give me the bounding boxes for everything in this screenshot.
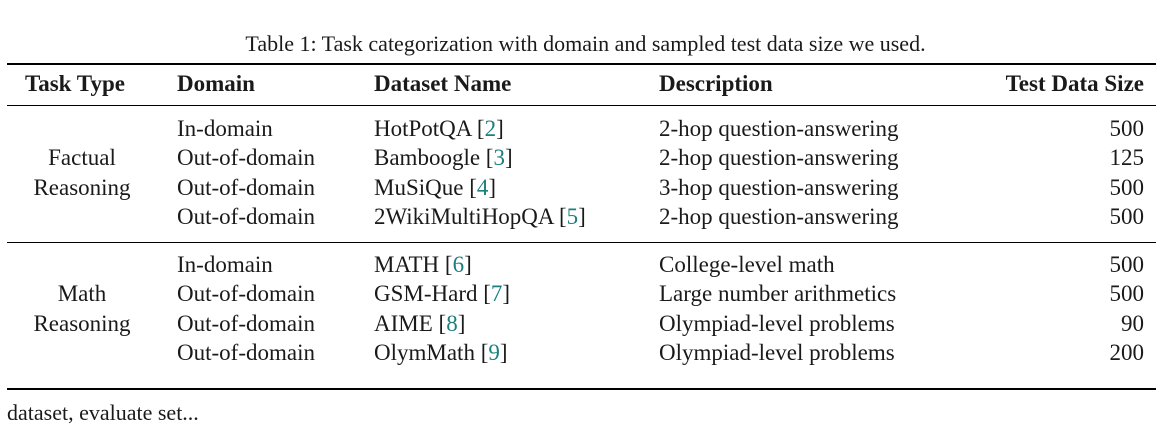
dataset-name: OlymMath: [374, 340, 475, 365]
dataset-cell: OlymMath [9]: [374, 340, 508, 365]
description-cell: 2-hop question-answering: [659, 116, 899, 141]
size-cell: 500: [1109, 175, 1144, 200]
domain-cell: Out-of-domain: [177, 145, 315, 170]
citation-link[interactable]: 6: [452, 252, 465, 277]
task-type-label-line2: Reasoning: [33, 175, 131, 200]
header-description: Description: [659, 71, 773, 96]
dataset-cell: MATH [6]: [374, 252, 472, 277]
size-cell: 500: [1109, 204, 1144, 229]
domain-cell: Out-of-domain: [177, 175, 315, 200]
domain-cell: Out-of-domain: [177, 340, 315, 365]
dataset-cell: HotPotQA [2]: [374, 116, 504, 141]
dataset-cell: Bamboogle [3]: [374, 145, 513, 170]
dataset-cell: 2WikiMultiHopQA [5]: [374, 204, 586, 229]
size-cell: 500: [1109, 252, 1144, 277]
description-cell: 2-hop question-answering: [659, 204, 899, 229]
citation-link[interactable]: 3: [493, 145, 505, 170]
description-cell: Olympiad-level problems: [659, 340, 895, 365]
citation-link[interactable]: 2: [484, 116, 497, 141]
dataset-name: MuSiQue: [374, 175, 464, 200]
citation-link[interactable]: 7: [490, 281, 503, 306]
dataset-cell: MuSiQue [4]: [374, 175, 497, 200]
table-row: [7, 114, 1156, 144]
header-test-data-size: Test Data Size: [1005, 71, 1144, 96]
table-row: [7, 309, 1156, 339]
table-row: [7, 279, 1156, 309]
description-cell: 3-hop question-answering: [659, 175, 899, 200]
size-cell: 200: [1109, 340, 1144, 365]
task-type-label-line1: Math: [57, 281, 107, 306]
task-type-label-line2: Reasoning: [33, 311, 131, 336]
task-table: [7, 63, 1156, 390]
dataset-name: MATH: [374, 252, 440, 277]
citation-link[interactable]: 8: [446, 311, 458, 336]
task-type-label-line1: Factual: [48, 145, 116, 170]
dataset-cell: AIME [8]: [374, 311, 466, 336]
dataset-cell: GSM-Hard [7]: [374, 281, 511, 306]
size-cell: 500: [1109, 116, 1144, 141]
citation-link[interactable]: 9: [488, 340, 500, 365]
dataset-name: HotPotQA: [374, 116, 472, 141]
domain-cell: Out-of-domain: [177, 204, 315, 229]
description-cell: College-level math: [659, 252, 835, 277]
dataset-name: AIME: [374, 311, 433, 336]
table-row: [7, 143, 1156, 173]
dataset-name: GSM-Hard: [374, 281, 478, 306]
description-cell: 2-hop question-answering: [659, 145, 899, 170]
table-row: [7, 250, 1156, 280]
table-header-row: [7, 65, 1156, 105]
table-row: [7, 173, 1156, 203]
header-dataset-name: Dataset Name: [374, 71, 512, 96]
domain-cell: Out-of-domain: [177, 281, 315, 306]
header-domain: Domain: [177, 71, 255, 96]
domain-cell: In-domain: [177, 116, 273, 141]
table-caption: Table 1: Task categorization with domain and sampled test data size we used.: [245, 31, 926, 56]
description-cell: Large number arithmetics: [659, 281, 897, 306]
citation-link[interactable]: 5: [566, 204, 579, 229]
description-cell: Olympiad-level problems: [659, 311, 895, 336]
group-factual-reasoning: [7, 106, 1156, 242]
table-bottom-rule: [7, 388, 1156, 390]
table-row: [7, 202, 1156, 232]
dataset-name: Bamboogle: [374, 145, 481, 170]
group-math-reasoning: [7, 243, 1156, 388]
size-cell: 90: [1121, 311, 1144, 336]
size-cell: 500: [1109, 281, 1144, 306]
header-task-type: Task Type: [25, 71, 125, 96]
citation-link[interactable]: 4: [476, 175, 489, 200]
dataset-name: 2WikiMultiHopQA: [374, 204, 554, 229]
domain-cell: Out-of-domain: [177, 311, 315, 336]
body-text-fragment: dataset, evaluate set...: [7, 400, 199, 425]
table-row: [7, 338, 1156, 368]
domain-cell: In-domain: [177, 252, 273, 277]
size-cell: 125: [1109, 145, 1144, 170]
